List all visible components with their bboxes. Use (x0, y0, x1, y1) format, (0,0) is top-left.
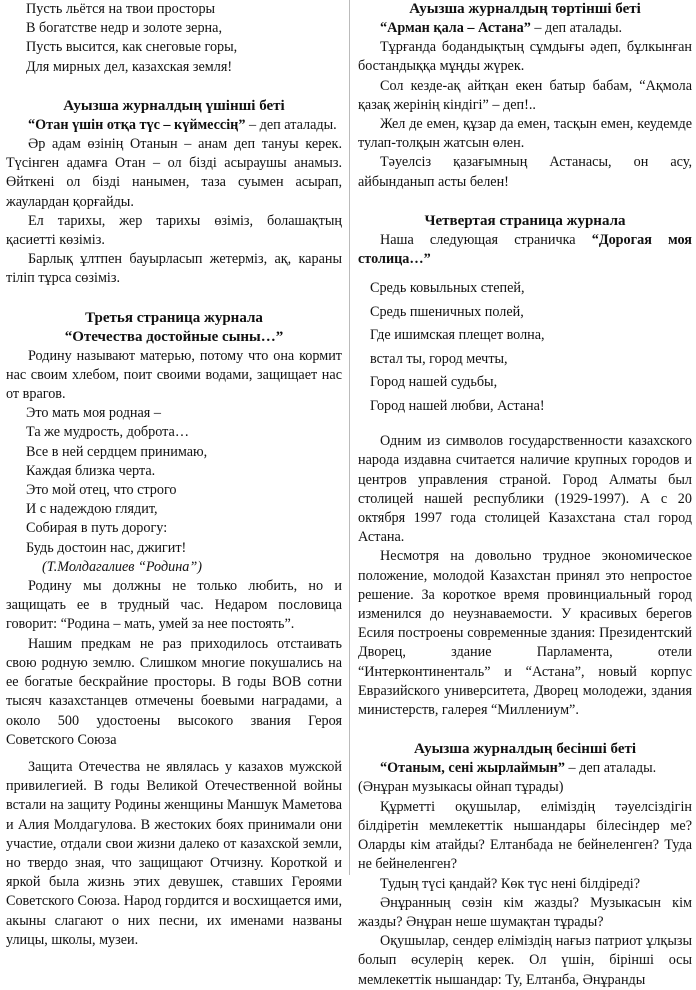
poem-rodina (6, 404, 342, 558)
section3-ru-subheading: “Отечества достойные сыны…” (64, 328, 284, 345)
paragraph: Родину называют матерью, потому что она кормит нас своим хлебом, поит своими водами, защищает нас от врагов. (6, 347, 342, 403)
section3-kz-subtitle: “Отан үшін отқа түс – күймессің” – деп аталады. (28, 116, 337, 133)
poem-line: Средь ковыльных степей, (370, 280, 525, 297)
paragraph: Құрметті оқушылар, еліміздің тәуелсіздігін білдіретін мемлекеттік нышандары білесіндер ме? Оларды кім атайды? Елтанбада не бейнеленген? Туда не бейнеленген? (358, 798, 692, 873)
paragraph: Жел де емен, құзар да емен, тасқын емен, кеудемде тулап-толқын жатсын өлен. (358, 116, 692, 152)
paragraph: Сол кезде-ақ айтқан екен батыр бабам, “Ақмола қазақ жерінің кіндігі” – деп!.. (358, 77, 692, 113)
section5-note: (Әнұран музыкасы ойнап тұрады) (358, 779, 564, 796)
poem-line: Пусть льётся на твои просторы (26, 1, 216, 17)
poem-line: Где ишимская плещет волна, (370, 327, 545, 344)
column-divider (349, 0, 350, 875)
poem-line: встал ты, город мечты, (370, 350, 508, 367)
paragraph: Оқушылар, сендер еліміздің нағыз патриот ұлқызы болып өсулерің керек. Ол үшін, бірінші осы мемлекеттік нышандар: Ту, Елтанба, Әнұранды (358, 933, 692, 988)
poem-top (6, 0, 342, 77)
poem-line: Собирая в путь дорогу: (26, 520, 168, 537)
section3-ru-heading: Третья страница журнала (85, 309, 263, 326)
section5-kz-heading: Ауызша журналдың бесінші беті (413, 741, 637, 758)
poem-line: Это мать моя родная – (26, 405, 161, 422)
section4-kz-heading: Ауызша журналдың төртінші беті (409, 1, 641, 17)
poem-line: Будь достоин нас, джигит! (26, 539, 187, 556)
paragraph: Тудың түсі қандай? Көк түс нені білдіреді? (380, 875, 641, 892)
paragraph: Әр адам өзінің Отанын – анам деп тануы керек. Түсінген адамға Отан – ол бізді асыраушы анамыз. Өйткені ол бізді нанымен, таза суымен асырап, жаулардан қорғайды. (6, 136, 342, 210)
section4-ru-heading: Четвертая страница журнала (424, 212, 626, 229)
section4-ru-intro: Наша следующая страничка “Дорогая моя столица…” (358, 231, 692, 268)
right-column (358, 0, 692, 990)
section3-kz-heading: Ауызша журналдың үшінші беті (63, 97, 285, 114)
poem-line: Для мирных дел, казахская земля! (26, 58, 233, 75)
paragraph: Ел тарихы, жер тарихы өзіміз, болашақтың қасиетті көзіміз. (6, 212, 342, 249)
paragraph: Тәуелсіз қазағымның Астанасы, он асу, айбынданып асты белен! (358, 154, 692, 190)
poem-line: Это мой отец, что строго (26, 482, 177, 499)
poem-line: И с надеждою глядит, (26, 501, 158, 518)
poem-line: Город нашей судьбы, (370, 374, 498, 391)
paragraph: Защита Отечества не являлась у казахов мужской привилегией. В годы Великой Отечественной войны встали на защиту Родины женщины Маншук Маметова и Алия Молдагулова. В жестоких боях принимали они участие, отдали свои жизни далеко от казахской земли, но твердо зная, что защищают Отчизну. Короткой и яркой была жизнь этих девушек, ставших Героями Советского Союза. Народ гордится и восхищается ими, акыны слагают о них песни, их именами названы улицы, школы, музеи. (6, 758, 342, 948)
section5-kz-subtitle: “Отаным, сені жырлаймын” – деп аталады. (380, 760, 657, 777)
paragraph: Родину мы должны не только любить, но и защищать ее в трудный час. Недаром пословица говорит: “Родина – мать, умей за нее постоять”. (6, 578, 342, 633)
paragraph: Одним из символов государственности казахского народа издавна считается наличие крупных городов и центров управления страной. Город Алматы был столицей нашей республики (1929-1997). А с 20 октября 1997 года столицей Казахстана стал город Астана. (358, 433, 692, 546)
poem-line: Все в ней сердцем принимаю, (26, 443, 208, 460)
section4-kz-subtitle: “Арман қала – Астана” – деп аталады. (380, 20, 623, 36)
poem-line: Пусть высится, как снеговые горы, (26, 39, 238, 56)
paragraph: Нашим предкам не раз приходилось отстаивать свою родную землю. Слишком многие покушались на ее богатые бескрайние просторы. В годы ВОВ сотни тысяч казахстанцев отмечены боевыми наградами, а около 500 удостоены высокого звания Героя Советского Союза (6, 635, 342, 748)
paragraph: Несмотря на довольно трудное экономическое положение, молодой Казахстан принял это непростое решение. За короткое время провинциальный город изменился до неузнаваемости. У красивых берегов Есиля построены современные здания: Президентский Дворец, здание Парламента, отели “Интерконтиненталь” и “Астана”, новый корпус Евразийского университета, Дворец молодежи, здания министерств, галерея “Миллениум”. (358, 548, 692, 719)
poem-astana (358, 277, 692, 418)
left-column (6, 0, 342, 950)
paragraph: Тұрғанда бодандықтың сұмдығы әдеп, бұлкынған бостандыққа мұңды жүрек. (358, 39, 692, 75)
poem-line: Город нашей любви, Астана! (370, 397, 545, 414)
paragraph: Барлық ұлтпен бауырласып жетерміз, ақ, караны тіліп тұрса сөзіміз. (6, 251, 342, 287)
poem-attribution: (Т.Молдагалиев “Родина”) (42, 558, 202, 575)
poem-line: Средь пшеничных полей, (370, 303, 524, 320)
poem-line: Каждая близка черта. (26, 462, 156, 479)
paragraph: Әнұранның сөзін кім жазды? Музыкасын кім жазды? Әнұран неше шумақтан тұрады? (358, 894, 692, 930)
poem-line: Та же мудрость, доброта… (26, 424, 190, 441)
poem-line: В богатстве недр и золоте зерна, (26, 20, 222, 37)
